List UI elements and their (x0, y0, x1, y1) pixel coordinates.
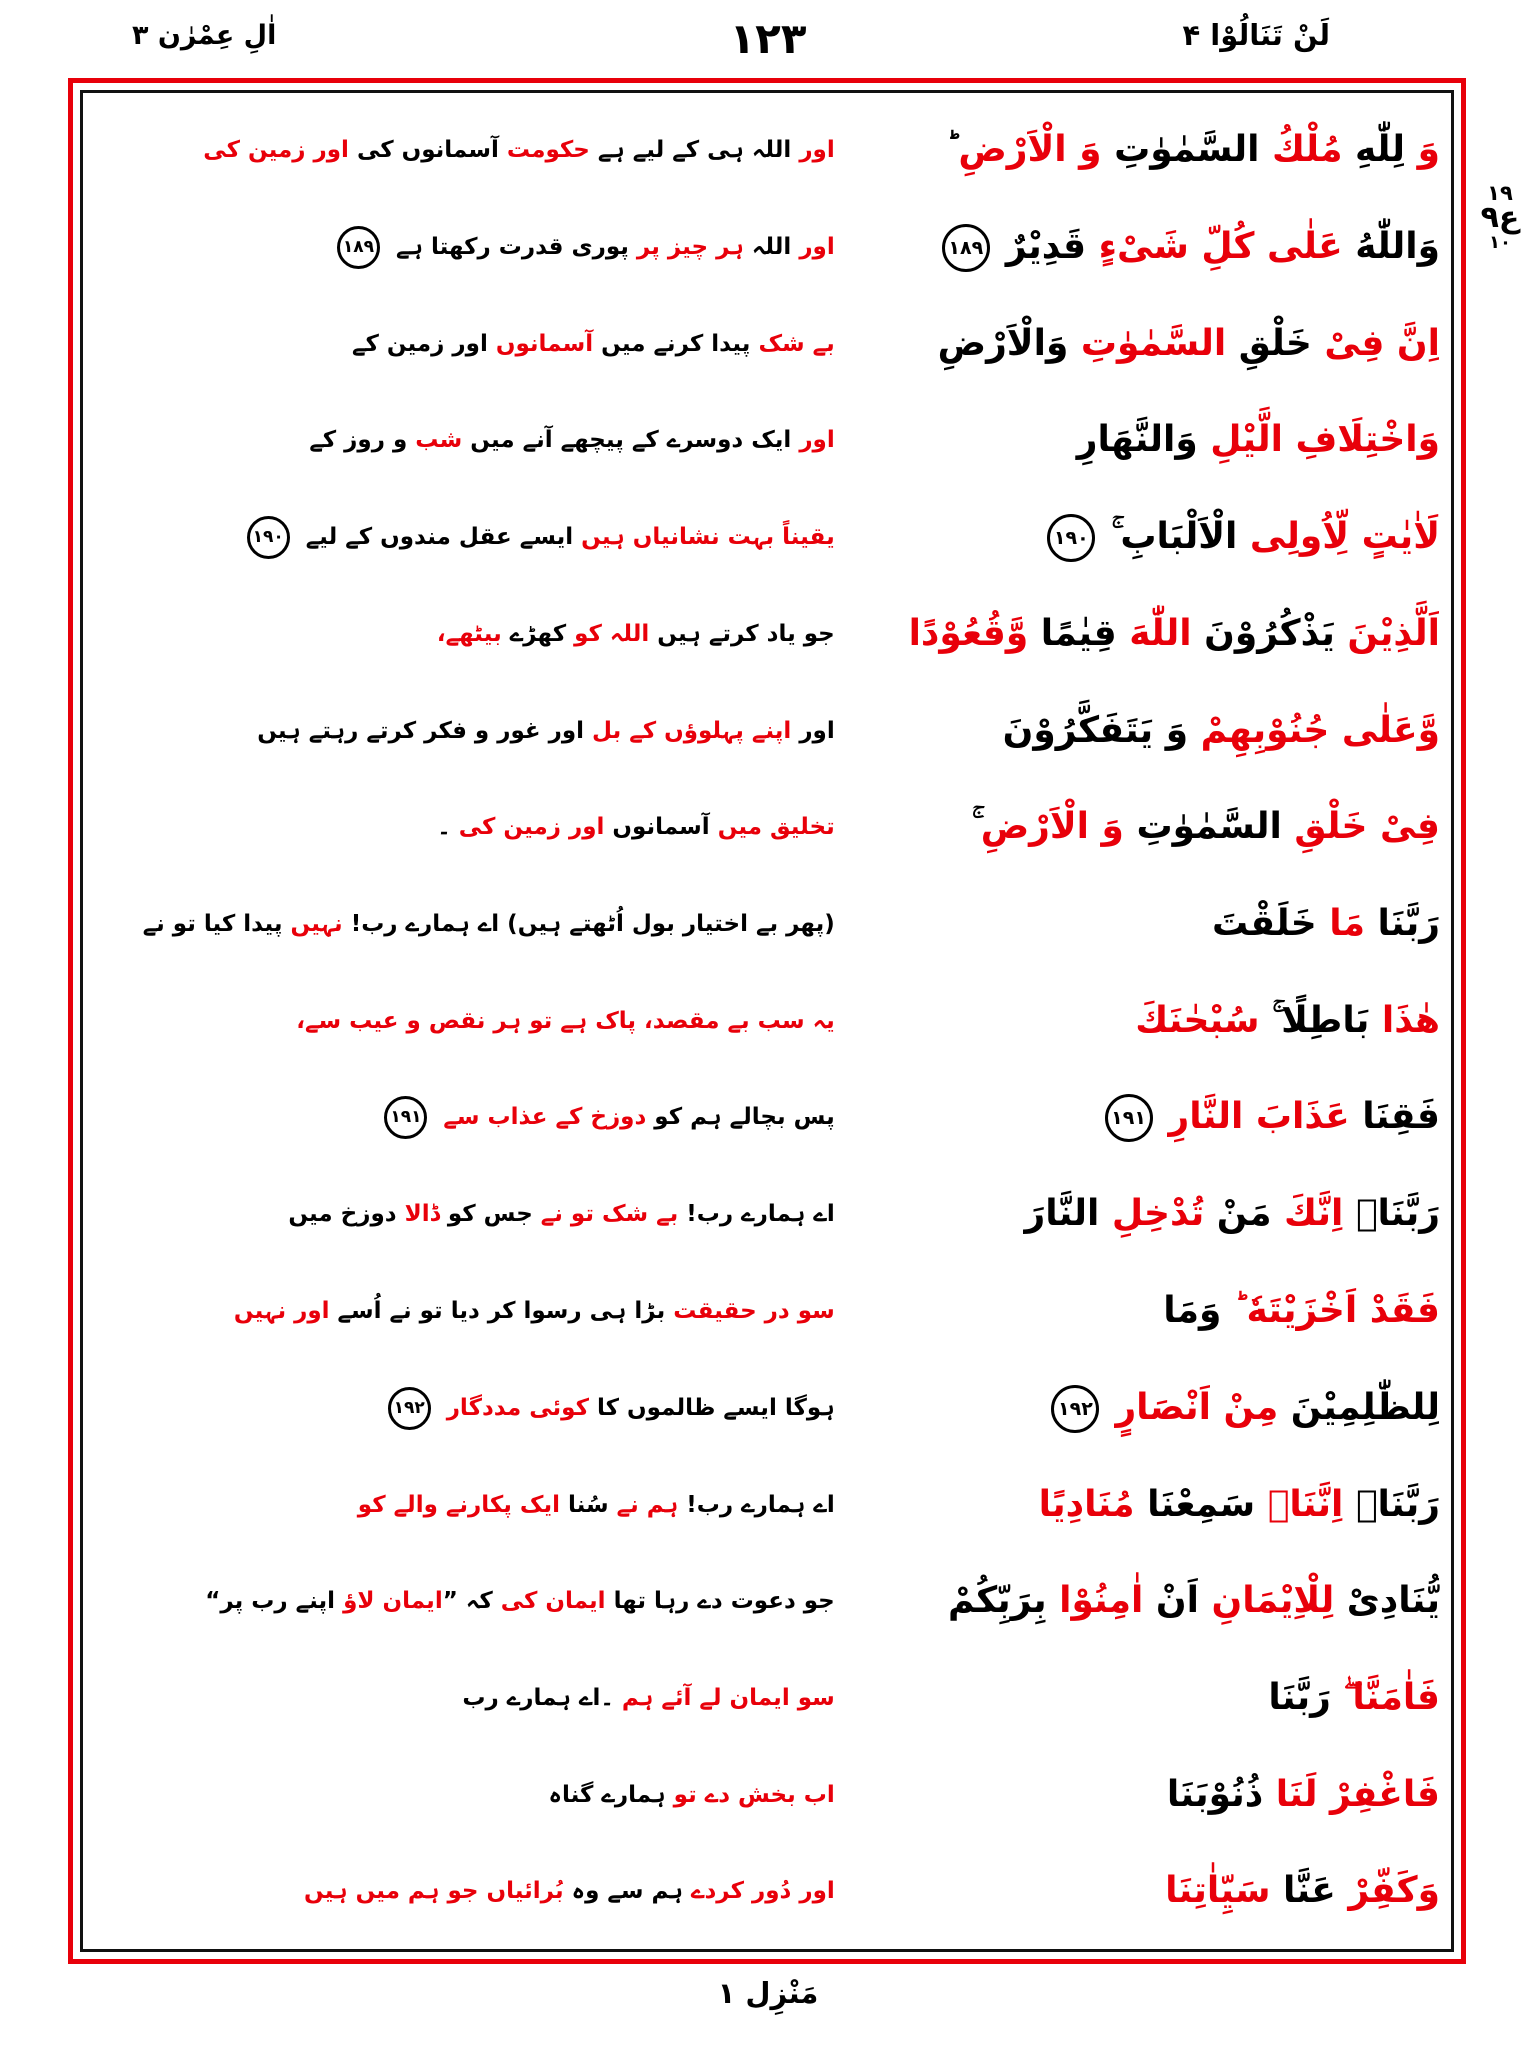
highlighted-word: ہر چیز پر (628, 233, 744, 260)
verse-row (95, 126, 1440, 175)
surah-title: اٰلِ عِمْرٰن ۳ (132, 20, 277, 51)
highlighted-word: وَ (1405, 129, 1440, 171)
arabic-verse-text (835, 803, 1440, 852)
highlighted-word: عَذَابَ النَّارِ (1168, 1096, 1350, 1138)
plain-word: ذُنُوْبَنَا (1166, 1773, 1264, 1815)
ruku-marker-bottom: ۱۰ (1489, 231, 1511, 253)
plain-word: بَاطِلًا ۚ (1259, 999, 1370, 1041)
plain-word: اور زمین کے (351, 330, 488, 357)
highlighted-word: اللّٰهَ (1116, 613, 1192, 655)
highlighted-word: هٰذَا (1369, 999, 1440, 1041)
verse-row (95, 1384, 1440, 1433)
highlighted-word: وَّعَلٰی جُنُوْبِهِمْ (1188, 709, 1440, 751)
plain-word: اَنْ (1143, 1580, 1199, 1622)
arabic-verse-text (835, 513, 1440, 562)
highlighted-word: حکومت (498, 137, 590, 164)
urdu-translation-text (95, 714, 835, 749)
ruku-marker-top: ۱۹ (1487, 181, 1513, 205)
highlighted-word: اور (791, 137, 835, 164)
plain-word: ہم سے وہ (563, 1878, 683, 1905)
urdu-translation-text (95, 1488, 835, 1523)
highlighted-word: نہیں (282, 911, 343, 937)
plain-word: عَنَّا (1270, 1870, 1336, 1912)
plain-word: ہمارے گناہ (548, 1781, 666, 1808)
plain-word: پیدا کیا تو نے (142, 911, 283, 937)
ruku-marker-ain: ع۹ (1480, 200, 1520, 236)
highlighted-word: تخلیق میں (709, 814, 835, 841)
highlighted-word: لِلْاِیْمَانِ (1198, 1580, 1335, 1622)
plain-word: وَاللّٰهُ (1342, 225, 1440, 267)
plain-word: ۚ (971, 806, 981, 848)
verse-row (95, 1190, 1440, 1239)
plain-word: بڑا ہی رسوا کر دیا تو نے اُسے (329, 1297, 666, 1324)
plain-word: الْاَلْبَابِ ۚ (1111, 515, 1238, 557)
highlighted-word: اِنَّنَاۤ (1255, 1483, 1344, 1525)
highlighted-word: عَلٰی كُلِّ شَیْءٍ (1086, 225, 1343, 267)
plain-word: مَنْ (1204, 1193, 1272, 1235)
highlighted-word: آسمانوں (487, 330, 594, 357)
highlighted-word: ڈالا (396, 1201, 440, 1228)
highlighted-word: اللہ کو (566, 621, 650, 648)
plain-word: لِلّٰهِ (1342, 129, 1406, 171)
page-number: ۱۲۳ (729, 14, 807, 63)
plain-word: ؕ (945, 129, 959, 171)
urdu-translation-text (95, 1874, 835, 1909)
plain-word: کہ ” (442, 1588, 493, 1615)
highlighted-word: سو ایمان لے آئے ہم (613, 1684, 835, 1711)
plain-word: ۔اے ہمارے رب (462, 1684, 614, 1711)
verse-number-badge: ۱۹۱ (384, 1096, 427, 1139)
plain-word: وَالنَّهَارِ (1076, 419, 1198, 461)
highlighted-word: کوئی مددگار (446, 1394, 589, 1421)
manzil-footer: مَنْزِل ۱ (717, 1976, 819, 2010)
arabic-verse-text (835, 997, 1440, 1046)
urdu-translation-text (95, 423, 835, 458)
plain-word: یَذْكُرُوْنَ (1191, 613, 1335, 655)
verse-number-badge: ۱۹۲ (1051, 1385, 1099, 1433)
highlighted-word: ہم نے (608, 1491, 679, 1518)
plain-word: السَّمٰوٰتِ (1123, 806, 1282, 848)
verse-row (95, 223, 1440, 272)
highlighted-word: بیٹھے، (436, 621, 502, 648)
arabic-verse-text (835, 610, 1440, 659)
plain-word: وَ یَتَفَكَّرُوْنَ (1002, 709, 1189, 751)
highlighted-word: فَاٰمَنَّا ۖ (1330, 1676, 1440, 1718)
arabic-verse-text (835, 1481, 1440, 1530)
plain-word: بِرَبِّكُمْ (947, 1580, 1047, 1622)
urdu-translation-text (95, 327, 835, 362)
urdu-translation-text (95, 1004, 835, 1039)
arabic-verse-text (835, 1771, 1440, 1820)
verse-number-badge: ۱۸۹ (337, 226, 380, 269)
plain-word: پوری قدرت رکھتا ہے (396, 233, 629, 260)
verse-row (95, 1093, 1440, 1142)
plain-word: پس بچالے ہم کو (646, 1104, 835, 1131)
verse-row (95, 900, 1440, 949)
verse-number-badge: ۱۹۱ (1105, 1094, 1153, 1142)
verses (95, 102, 1440, 1940)
plain-word: اے ہمارے رب! (678, 1491, 835, 1518)
verse-row (95, 803, 1440, 852)
arabic-verse-text (835, 126, 1440, 175)
plain-word: خَلَقْتَ (1211, 902, 1317, 944)
highlighted-word: اور زمین کی (458, 814, 605, 841)
highlighted-word: سَیِّاٰتِنَا (1165, 1870, 1271, 1912)
verse-row (95, 1674, 1440, 1723)
arabic-verse-text (835, 1577, 1440, 1626)
ruku-marker (1472, 182, 1528, 252)
plain-word: و روز کے (309, 427, 408, 454)
urdu-translation-text (95, 516, 835, 559)
verse-row (95, 707, 1440, 756)
highlighted-word: بُرائیاں جو ہم میں ہیں (304, 1878, 564, 1905)
verse-row (95, 513, 1440, 562)
highlighted-word: السَّمٰوٰتِ (1068, 322, 1227, 364)
verse-row (95, 610, 1440, 659)
highlighted-word: وَ الْاَرْضِ (980, 806, 1124, 848)
plain-word: خَلْقِ (1226, 322, 1312, 364)
arabic-verse-text (835, 1384, 1440, 1433)
verse-row (95, 1771, 1440, 1820)
plain-word: رَبَّنَا (1365, 902, 1440, 944)
plain-word: السَّمٰوٰتِ (1101, 129, 1260, 171)
verse-number-badge: ۱۹۰ (1047, 514, 1095, 562)
highlighted-word: یقیناً بہت نشانیاں ہیں (573, 523, 835, 550)
highlighted-word: لَاٰیٰتٍ لِّاُولِی (1237, 515, 1440, 557)
urdu-translation-text (95, 1294, 835, 1329)
plain-word: اور غور و فکر کرتے رہتے ہیں (257, 717, 585, 744)
highlighted-word: وَ الْاَرْضِ (958, 129, 1102, 171)
plain-word: اور (791, 717, 835, 744)
arabic-verse-text (835, 707, 1440, 756)
highlighted-word: اور نہیں (233, 1297, 330, 1324)
urdu-translation-text (95, 133, 835, 168)
plain-word: فَقِنَا (1349, 1096, 1440, 1138)
highlighted-word: فِیْ خَلْقِ (1281, 806, 1440, 848)
verse-row (95, 320, 1440, 369)
arabic-verse-text (835, 900, 1440, 949)
plain-word: ایک دوسرے کے پیچھے آنے میں (462, 427, 792, 454)
highlighted-word: ایمان لاؤ (335, 1588, 443, 1615)
highlighted-word: اور (791, 233, 835, 260)
plain-word: اللہ (743, 233, 792, 260)
plain-word: جو دعوت دے رہا تھا (605, 1588, 835, 1615)
page-header (0, 14, 1536, 76)
arabic-verse-text (835, 1093, 1440, 1142)
arabic-verse-text (835, 320, 1440, 369)
plain-word: قِیٰمًا (1028, 613, 1117, 655)
plain-word: قَدِیْرٌ (1005, 225, 1087, 267)
plain-word: اے ہمارے رب! (678, 1201, 835, 1228)
highlighted-word: اَلَّذِیْنَ (1334, 613, 1440, 655)
plain-word: وَالْاَرْضِ (937, 322, 1069, 364)
highlighted-word: یہ سب بے مقصد، پاک ہے تو ہر نقص و عیب سے، (296, 1007, 835, 1034)
urdu-translation-text (95, 1096, 835, 1139)
verse-number-badge: ۱۸۹ (942, 224, 990, 272)
urdu-translation-text (95, 617, 835, 652)
highlighted-word: فَقَدْ اَخْزَیْتَهٗ ؕ (1221, 1289, 1440, 1331)
urdu-translation-text (95, 1197, 835, 1232)
highlighted-word: اور زمین کی (203, 137, 349, 164)
highlighted-word: سو در حقیقت (665, 1297, 835, 1324)
plain-word: لِلظّٰلِمِیْنَ (1278, 1386, 1440, 1428)
plain-word: ۔ (437, 814, 459, 841)
plain-word: آسمانوں کی (348, 137, 499, 164)
highlighted-word: اور دُور کردے (683, 1878, 835, 1905)
highlighted-word: ایمان کی (492, 1588, 606, 1615)
highlighted-word: وَاخْتِلَافِ الَّیْلِ (1197, 419, 1440, 461)
highlighted-word: شب (407, 427, 463, 454)
highlighted-word: اور (791, 427, 835, 454)
plain-word: اللہ ہی کے لیے ہے (589, 137, 792, 164)
plain-word: رَبَّنَاۤ (1343, 1483, 1440, 1525)
urdu-translation-text (95, 1584, 835, 1619)
plain-word: پیدا کرنے میں (593, 330, 751, 357)
plain-word: سَمِعْنَا (1134, 1483, 1256, 1525)
verse-row (95, 1577, 1440, 1626)
plain-word: وَمَا (1163, 1289, 1222, 1331)
plain-word: سُنا (559, 1491, 609, 1518)
urdu-translation-text (95, 226, 835, 269)
highlighted-word: اِنَّ فِیْ (1311, 322, 1440, 364)
urdu-translation-text (95, 810, 835, 845)
highlighted-word: وَكَفِّرْ (1335, 1870, 1440, 1912)
highlighted-word: دوزخ کے عذاب سے (443, 1104, 647, 1131)
urdu-translation-text (95, 907, 835, 942)
arabic-verse-text (835, 1190, 1440, 1239)
verse-row (95, 1867, 1440, 1916)
plain-word: ایسے عقل مندوں کے لیے (305, 523, 574, 550)
highlighted-word: اِنَّكَ (1271, 1193, 1344, 1235)
arabic-verse-text (835, 1674, 1440, 1723)
plain-word: جس کو (439, 1201, 533, 1228)
urdu-translation-text (95, 1681, 835, 1716)
juz-title: لَنْ تَنَالُوْا ۴ (1182, 18, 1330, 52)
highlighted-word: اپنے پہلوؤں کے بل (584, 717, 792, 744)
highlighted-word: اب بخش دے تو (665, 1781, 835, 1808)
verse-row (95, 1481, 1440, 1530)
plain-word: دوزخ میں (288, 1201, 397, 1228)
highlighted-word: مُلْكُ (1259, 129, 1343, 171)
plain-word: رَبَّنَاۤ (1343, 1193, 1440, 1235)
arabic-verse-text (835, 1867, 1440, 1916)
verse-number-badge: ۱۹۰ (247, 516, 290, 559)
highlighted-word: مِنْ اَنْصَارٍ (1115, 1386, 1279, 1428)
verse-row (95, 1287, 1440, 1336)
plain-word: ہوگا ایسے ظالموں کا (588, 1394, 835, 1421)
verse-number-badge: ۱۹۲ (388, 1387, 431, 1430)
plain-word: النَّارَ (1024, 1193, 1100, 1235)
highlighted-word: مُنَادِیًا (1038, 1483, 1135, 1525)
highlighted-word: وَّقُعُوْدًا (908, 613, 1029, 655)
plain-word: اپنے رب پر“ (205, 1588, 336, 1615)
plain-word: رَبَّنَا (1268, 1676, 1331, 1718)
urdu-translation-text (95, 1387, 835, 1430)
plain-word: کھڑے (501, 621, 567, 648)
plain-word: یُّنَادِیْ (1334, 1580, 1440, 1622)
highlighted-word: مَا (1316, 902, 1365, 944)
highlighted-word: بے شک تو نے (532, 1201, 679, 1228)
plain-word: آسمانوں (604, 814, 710, 841)
highlighted-word: تُدْخِلِ (1099, 1193, 1205, 1235)
arabic-verse-text (835, 223, 1440, 272)
arabic-verse-text (835, 1287, 1440, 1336)
highlighted-word: بے شک (750, 330, 835, 357)
plain-word: جو یاد کرتے ہیں (649, 621, 835, 648)
urdu-translation-text (95, 1778, 835, 1813)
arabic-verse-text (835, 416, 1440, 465)
verse-row (95, 416, 1440, 465)
plain-word: (پھر بے اختیار بول اُٹھتے ہیں) اے ہمارے رب! (342, 911, 835, 937)
verse-row (95, 997, 1440, 1046)
highlighted-word: اٰمِنُوْا (1046, 1580, 1144, 1622)
highlighted-word: فَاغْفِرْ لَنَا (1263, 1773, 1440, 1815)
highlighted-word: ایک پکارنے والے کو (357, 1491, 560, 1518)
highlighted-word: سُبْحٰنَكَ (1135, 999, 1260, 1041)
